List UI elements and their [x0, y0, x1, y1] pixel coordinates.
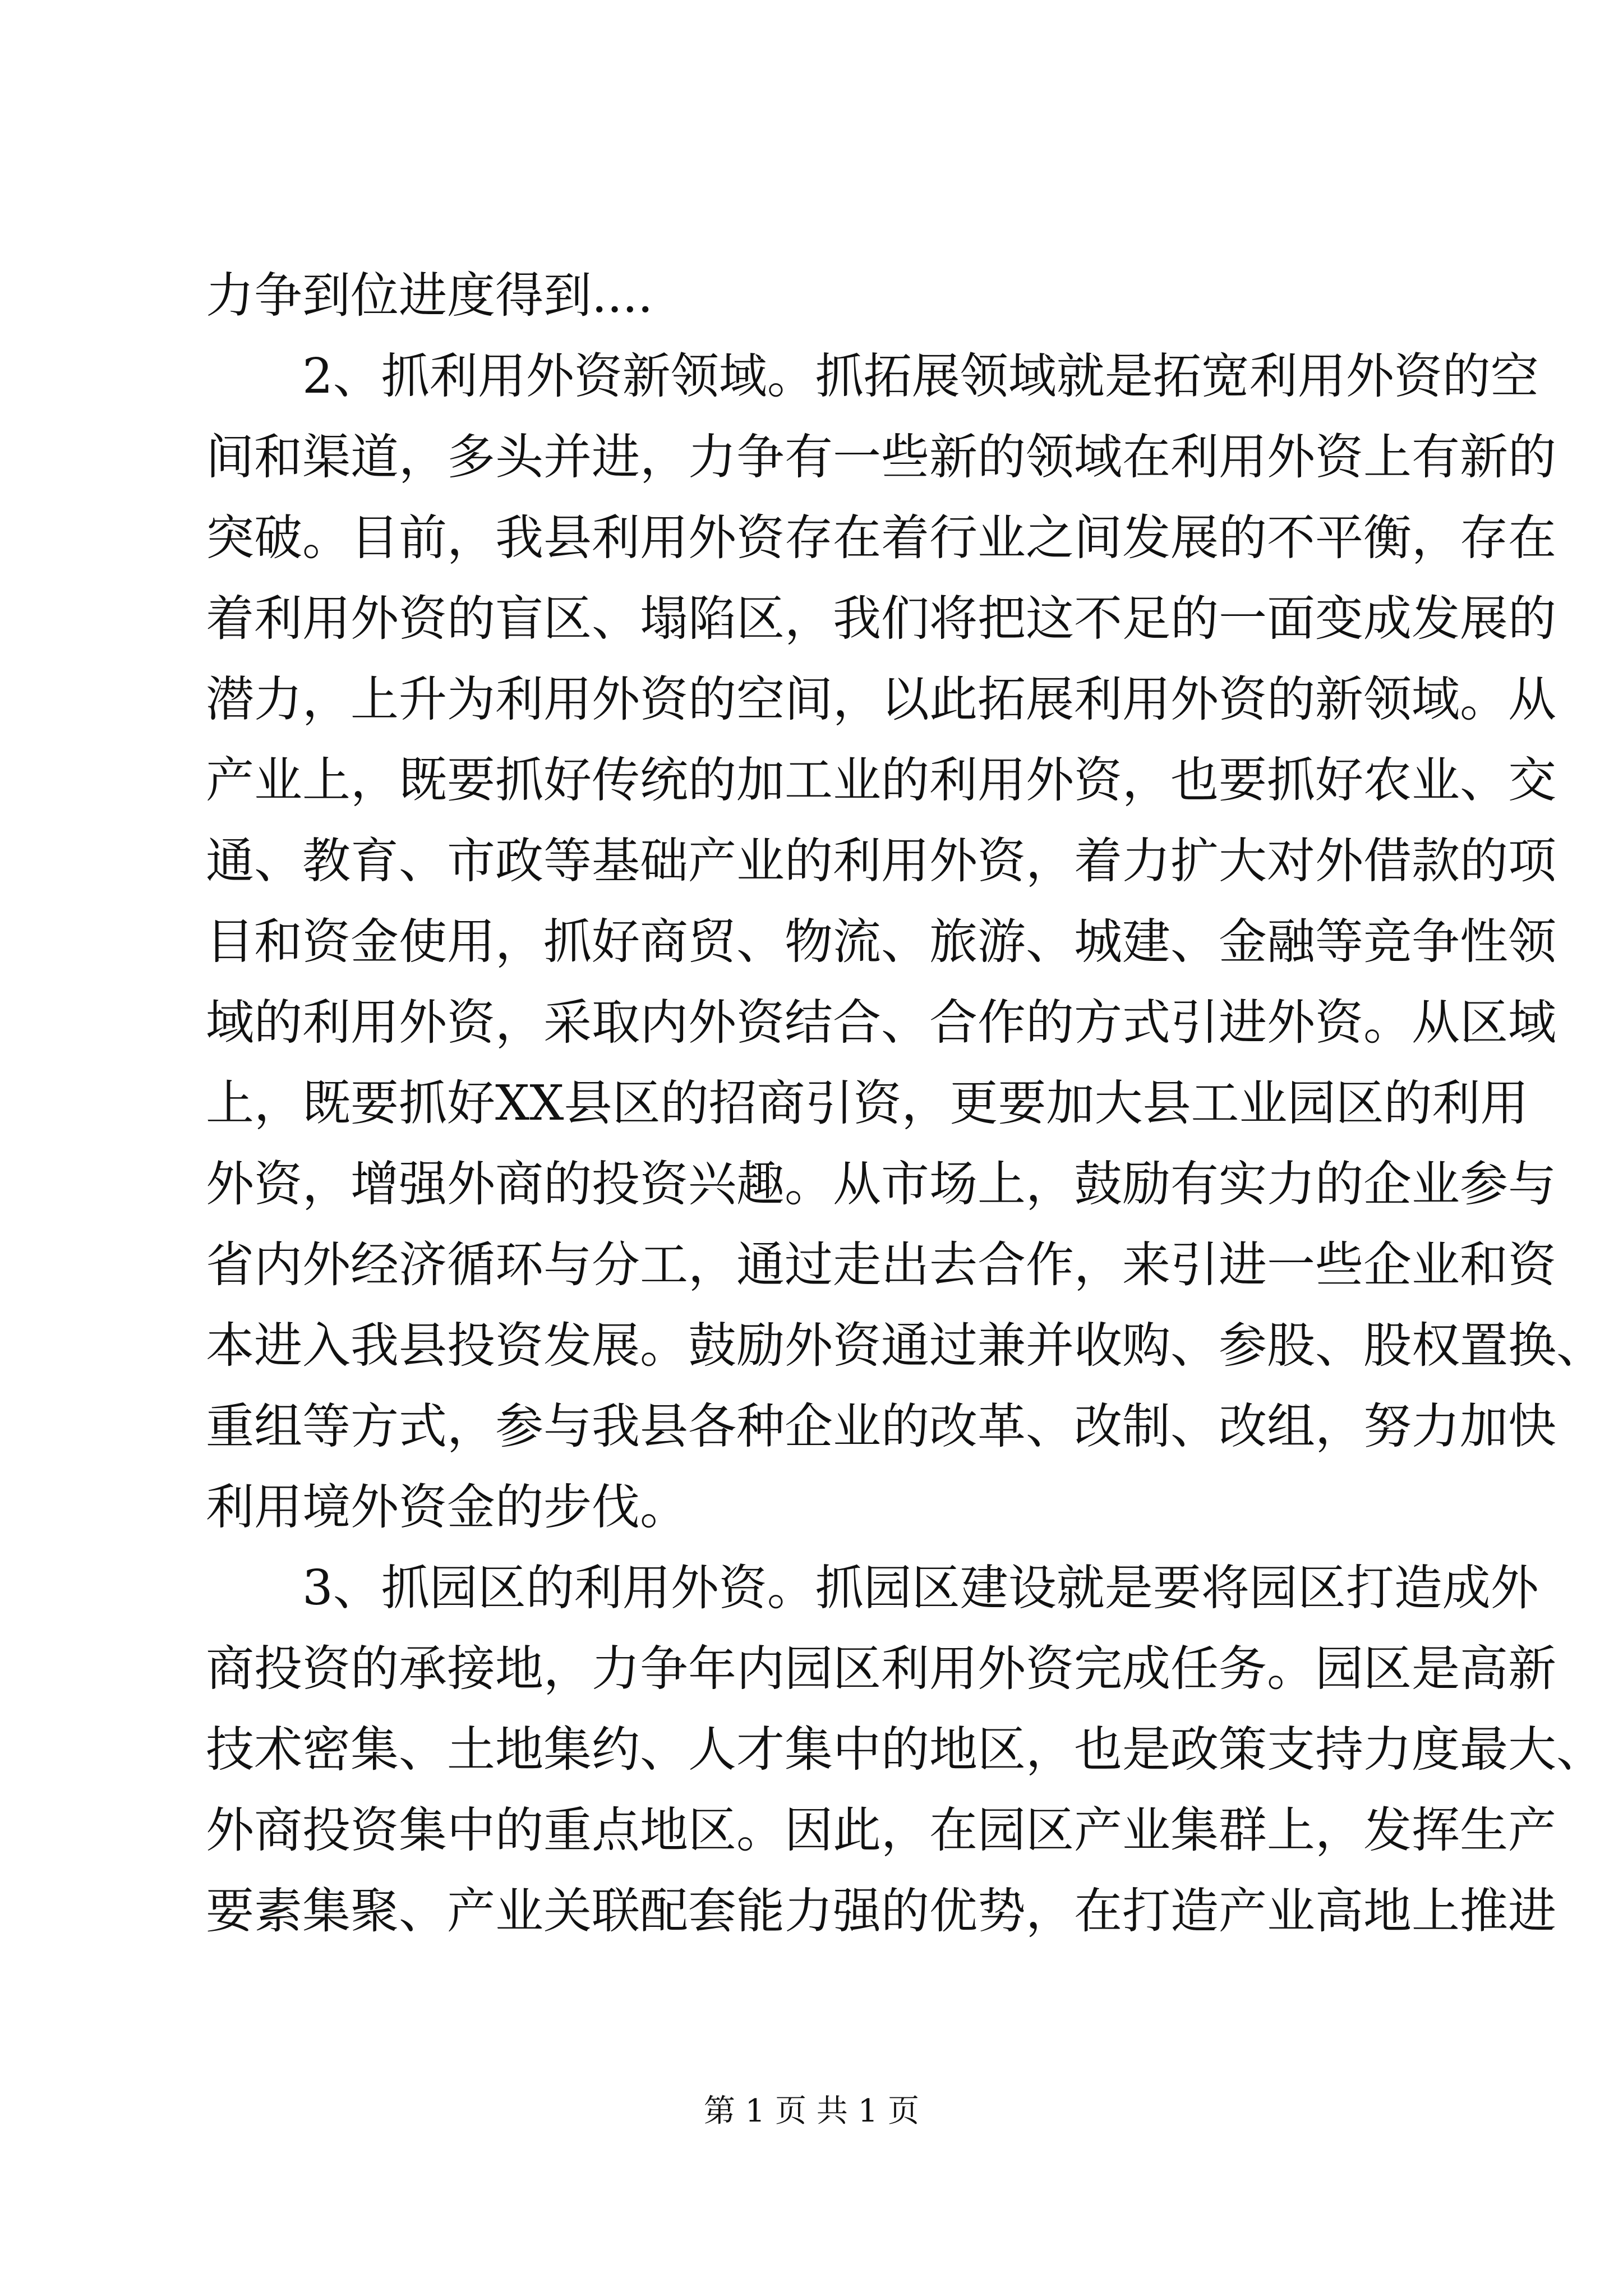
text-line: 目和资金使用，抓好商贸、物流、旅游、城建、金融等竞争性领 [206, 914, 1556, 970]
text-line: 潜力，上升为利用外资的空间，以此拓展利用外资的新领域。从 [206, 671, 1556, 728]
text-line: 重组等方式，参与我县各种企业的改革、改制、改组，努力加快 [206, 1398, 1556, 1455]
text-line: 商投资的承接地，力争年内园区利用外资完成任务。园区是高新 [206, 1641, 1556, 1697]
text-line: 外商投资集中的重点地区。因此，在园区产业集群上，发挥生产 [206, 1802, 1556, 1858]
page-number-footer: 第 1 页 共 1 页 [703, 2093, 920, 2129]
document-body [206, 255, 1604, 1952]
paragraph-start-line: 2、抓利用外资新领域。抓拓展领域就是拓宽利用外资的空 [302, 348, 1539, 404]
text-line: 上，既要抓好XX县区的招商引资，更要加大县工业园区的利用 [206, 1075, 1529, 1131]
text-line: 着利用外资的盲区、塌陷区，我们将把这不足的一面变成发展的 [206, 591, 1556, 647]
text-line: 间和渠道，多头并进，力争有一些新的领域在利用外资上有新的 [206, 429, 1556, 485]
text-line: 要素集聚、产业关联配套能力强的优势，在打造产业高地上推进 [206, 1883, 1556, 1939]
text-line: 域的利用外资，采取内外资结合、合作的方式引进外资。从区域 [206, 995, 1556, 1051]
text-line: 利用境外资金的步伐。 [206, 1479, 688, 1535]
text-line: 本进入我县投资发展。鼓励外资通过兼并收购、参股、股权置换、 [206, 1318, 1604, 1374]
text-line: 外资，增强外商的投资兴趣。从市场上，鼓励有实力的企业参与 [206, 1156, 1556, 1212]
text-line: 技术密集、土地集约、人才集中的地区，也是政策支持力度最大、 [206, 1722, 1604, 1778]
text-line: 力争到位进度得到.... [206, 268, 653, 324]
text-line: 产业上，既要抓好传统的加工业的利用外资，也要抓好农业、交 [206, 752, 1556, 808]
text-line: 突破。目前，我县利用外资存在着行业之间发展的不平衡，存在 [206, 510, 1556, 566]
paragraph-start-line: 3、抓园区的利用外资。抓园区建设就是要将园区打造成外 [302, 1560, 1539, 1616]
text-line: 省内外经济循环与分工，通过走出去合作，来引进一些企业和资 [206, 1237, 1556, 1293]
text-line: 通、教育、市政等基础产业的利用外资，着力扩大对外借款的项 [206, 833, 1556, 889]
